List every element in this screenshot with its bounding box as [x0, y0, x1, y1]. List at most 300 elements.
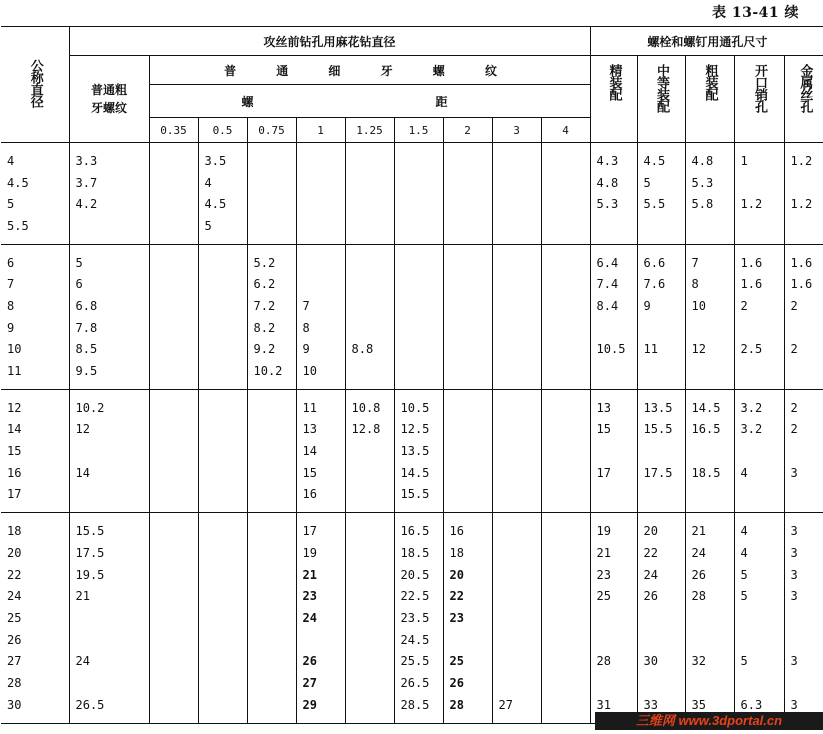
- table-cell: [345, 295, 394, 317]
- table-cell: [541, 339, 590, 361]
- nominal-diameter-cell: 5: [1, 193, 69, 215]
- table-cell: [443, 339, 492, 361]
- table-cell: [685, 360, 734, 389]
- table-cell: [637, 440, 685, 462]
- table-cell: [296, 244, 345, 273]
- table-cell: 16: [443, 513, 492, 542]
- table-cell: [637, 672, 685, 694]
- table-cell: 24: [685, 542, 734, 564]
- table-cell: [149, 440, 198, 462]
- table-cell: 22: [637, 542, 685, 564]
- table-cell: [198, 672, 247, 694]
- pitch-1-25: 1.25: [345, 118, 394, 143]
- table-cell: 3.3: [69, 143, 149, 172]
- table-cell: [590, 607, 637, 629]
- table-cell: [149, 317, 198, 339]
- table-cell: [198, 484, 247, 513]
- nominal-diameter-cell: 5.5: [1, 215, 69, 244]
- table-cell: 15: [590, 419, 637, 441]
- table-cell: [345, 650, 394, 672]
- table-row: [1, 542, 823, 564]
- nominal-diameter-cell: 8: [1, 295, 69, 317]
- table-cell: [443, 419, 492, 441]
- table-cell: [492, 339, 541, 361]
- nominal-diameter-cell: 24: [1, 585, 69, 607]
- table-cell: 11: [296, 389, 345, 418]
- table-cell: 4.2: [69, 193, 149, 215]
- table-cell: [443, 295, 492, 317]
- nominal-diameter-cell: 4: [1, 143, 69, 172]
- table-cell: [541, 440, 590, 462]
- table-row: [1, 143, 823, 172]
- header-bolt-group: 螺栓和螺钉用通孔尺寸: [590, 27, 823, 56]
- table-cell: 8: [296, 317, 345, 339]
- table-cell: [149, 585, 198, 607]
- table-cell: 24: [296, 607, 345, 629]
- table-cell: [637, 629, 685, 651]
- table-cell: 2: [790, 400, 798, 415]
- table-row: [1, 419, 823, 441]
- table-cell: 7.4: [590, 273, 637, 295]
- table-cell: [149, 513, 198, 542]
- table-cell: [734, 172, 784, 194]
- table-row: [1, 244, 823, 273]
- table-cell: [734, 317, 784, 339]
- table-cell: 32: [685, 650, 734, 672]
- table-cell: [149, 244, 198, 273]
- table-cell: 28: [590, 650, 637, 672]
- table-cell: [394, 273, 443, 295]
- table-cell: 1: [734, 143, 784, 172]
- table-cell: [443, 462, 492, 484]
- table-cell: 1.2: [734, 193, 784, 215]
- table-cell: 3: [790, 465, 798, 480]
- table-cell: 7.6: [637, 273, 685, 295]
- table-cell: 25: [590, 585, 637, 607]
- table-cell: [734, 629, 784, 651]
- table-cell: 23.5: [394, 607, 443, 629]
- table-cell: [198, 564, 247, 586]
- nominal-diameter-cell: 11: [1, 360, 69, 389]
- table-cell: 20: [443, 564, 492, 586]
- table-cell: [394, 295, 443, 317]
- table-body: [1, 143, 823, 724]
- table-cell: 3: [790, 524, 798, 539]
- table-cell: [784, 172, 823, 194]
- table-cell: [541, 564, 590, 586]
- table-cell: [247, 172, 296, 194]
- table-cell: [247, 143, 296, 172]
- table-cell: [198, 339, 247, 361]
- table-cell: [345, 629, 394, 651]
- table-cell: 18: [443, 542, 492, 564]
- table-cell: [149, 694, 198, 723]
- table-cell: 5: [734, 585, 784, 607]
- table-cell: [590, 440, 637, 462]
- table-cell: [247, 672, 296, 694]
- table-cell: 1.2: [790, 197, 813, 212]
- table-cell: 12.8: [345, 419, 394, 441]
- table-cell: [247, 694, 296, 723]
- table-cell: 15.5: [394, 484, 443, 513]
- table-cell: 8.8: [345, 339, 394, 361]
- table-cell: 23: [296, 585, 345, 607]
- table-cell: 28: [443, 694, 492, 723]
- table-cell: [345, 244, 394, 273]
- table-cell: 11: [637, 339, 685, 361]
- table-cell: 4: [734, 462, 784, 484]
- table-cell: [443, 629, 492, 651]
- table-cell: [198, 542, 247, 564]
- table-cell: [784, 629, 823, 651]
- table-cell: [149, 607, 198, 629]
- table-cell: 6.3: [734, 694, 784, 723]
- table-cell: 2: [790, 342, 798, 357]
- pitch-0-5: 0.5: [198, 118, 247, 143]
- table-cell: 33: [637, 694, 685, 723]
- table-cell: [345, 542, 394, 564]
- table-cell: [443, 244, 492, 273]
- table-cell: [541, 215, 590, 244]
- table-cell: [394, 215, 443, 244]
- table-cell: [149, 650, 198, 672]
- table-cell: [637, 360, 685, 389]
- table-cell: [784, 672, 823, 694]
- table-cell: [492, 585, 541, 607]
- table-cell: [637, 215, 685, 244]
- table-cell: 15.5: [637, 419, 685, 441]
- table-cell: 19: [296, 542, 345, 564]
- pitch-1: 1: [296, 118, 345, 143]
- table-cell: [345, 484, 394, 513]
- pitch-0-75: 0.75: [247, 118, 296, 143]
- table-cell: [637, 484, 685, 513]
- table-cell: 7: [296, 295, 345, 317]
- pitch-1-5: 1.5: [394, 118, 443, 143]
- nominal-diameter-cell: 4.5: [1, 172, 69, 194]
- table-cell: 7.2: [247, 295, 296, 317]
- table-cell: [443, 172, 492, 194]
- table-cell: [198, 585, 247, 607]
- table-cell: [443, 317, 492, 339]
- table-cell: 14: [69, 462, 149, 484]
- table-cell: 10: [296, 360, 345, 389]
- header-drill-group: 攻丝前钻孔用麻花钻直径: [69, 27, 590, 56]
- table-cell: 2: [790, 298, 798, 313]
- table-cell: [541, 273, 590, 295]
- table-cell: [345, 462, 394, 484]
- table-cell: [590, 215, 637, 244]
- table-cell: [149, 172, 198, 194]
- table-cell: 4: [734, 542, 784, 564]
- table-cell: 1.6: [734, 244, 784, 273]
- nominal-diameter-cell: 18: [1, 513, 69, 542]
- table-cell: [69, 672, 149, 694]
- table-cell: 3: [790, 589, 798, 604]
- table-cell: [492, 244, 541, 273]
- header-fine-thread: 普 通 细 牙 螺 纹: [149, 56, 590, 85]
- table-cell: 4.3: [590, 143, 637, 172]
- table-cell: [149, 360, 198, 389]
- table-cell: 3.7: [69, 172, 149, 194]
- table-cell: [198, 419, 247, 441]
- table-cell: [247, 585, 296, 607]
- table-cell: [685, 440, 734, 462]
- table-cell: 3: [784, 694, 823, 723]
- table-cell: 6.2: [247, 273, 296, 295]
- watermark-logo: 三维网 www.3dportal.cn: [595, 712, 823, 730]
- table-cell: [345, 513, 394, 542]
- table-cell: [492, 193, 541, 215]
- table-cell: [345, 317, 394, 339]
- table-cell: [443, 193, 492, 215]
- table-cell: [541, 513, 590, 542]
- table-cell: [541, 295, 590, 317]
- table-cell: [784, 215, 823, 244]
- table-cell: [492, 513, 541, 542]
- nominal-diameter-cell: 22: [1, 564, 69, 586]
- table-cell: [734, 607, 784, 629]
- nominal-diameter-cell: 26: [1, 629, 69, 651]
- nominal-diameter-cell: 10: [1, 339, 69, 361]
- table-cell: 4: [734, 513, 784, 542]
- table-cell: [198, 694, 247, 723]
- table-cell: [394, 172, 443, 194]
- table-cell: [394, 339, 443, 361]
- table-cell: [296, 273, 345, 295]
- table-cell: [443, 273, 492, 295]
- table-cell: [198, 629, 247, 651]
- table-cell: [345, 143, 394, 172]
- nominal-diameter-cell: 15: [1, 440, 69, 462]
- table-cell: [198, 513, 247, 542]
- table-cell: [149, 273, 198, 295]
- table-cell: [247, 215, 296, 244]
- table-cell: [492, 143, 541, 172]
- table-cell: 9: [637, 295, 685, 317]
- nominal-diameter-cell: 12: [1, 389, 69, 418]
- table-cell: 19: [590, 513, 637, 542]
- table-row: [1, 484, 823, 513]
- table-cell: 7: [685, 244, 734, 273]
- table-row: [1, 215, 823, 244]
- table-cell: 26: [685, 564, 734, 586]
- table-cell: [149, 339, 198, 361]
- table-cell: 21: [69, 585, 149, 607]
- header-free-fit: 粗装配: [685, 56, 734, 143]
- table-cell: 8.5: [69, 339, 149, 361]
- table-cell: [69, 484, 149, 513]
- table-cell: 16.5: [394, 513, 443, 542]
- table-cell: [296, 215, 345, 244]
- table-cell: 35: [685, 694, 734, 723]
- table-cell: [345, 172, 394, 194]
- table-cell: 12.5: [394, 419, 443, 441]
- nominal-diameter-cell: 9: [1, 317, 69, 339]
- table-cell: [247, 513, 296, 542]
- table-cell: 4.5: [637, 143, 685, 172]
- table-cell: 14: [296, 440, 345, 462]
- table-cell: [149, 389, 198, 418]
- table-cell: [784, 317, 823, 339]
- table-cell: [198, 462, 247, 484]
- table-cell: [198, 607, 247, 629]
- table-cell: [492, 564, 541, 586]
- table-row: [1, 172, 823, 194]
- table-cell: 22: [443, 585, 492, 607]
- table-cell: [492, 650, 541, 672]
- table-cell: [394, 143, 443, 172]
- table-cell: [345, 440, 394, 462]
- table-cell: 2: [734, 295, 784, 317]
- table-cell: 4: [198, 172, 247, 194]
- table-cell: 4.8: [685, 143, 734, 172]
- table-cell: 21: [590, 542, 637, 564]
- table-cell: [394, 193, 443, 215]
- table-cell: [492, 295, 541, 317]
- table-cell: 10.2: [247, 360, 296, 389]
- table-cell: [198, 389, 247, 418]
- table-cell: 26.5: [394, 672, 443, 694]
- table-cell: 27: [492, 694, 541, 723]
- table-cell: [541, 360, 590, 389]
- table-cell: 6.8: [69, 295, 149, 317]
- table-cell: [590, 672, 637, 694]
- table-cell: [149, 462, 198, 484]
- table-cell: [345, 585, 394, 607]
- table-cell: 5: [198, 215, 247, 244]
- nominal-diameter-cell: 30: [1, 694, 69, 723]
- table-cell: [149, 542, 198, 564]
- table-cell: 10: [685, 295, 734, 317]
- table-cell: [492, 484, 541, 513]
- table-cell: 24: [637, 564, 685, 586]
- table-cell: 3.2: [734, 419, 784, 441]
- table-cell: 14.5: [685, 389, 734, 418]
- table-cell: 13.5: [394, 440, 443, 462]
- table-cell: 4.8: [590, 172, 637, 194]
- table-cell: [685, 629, 734, 651]
- table-cell: [590, 317, 637, 339]
- table-cell: [443, 215, 492, 244]
- table-cell: [492, 440, 541, 462]
- table-cell: [541, 542, 590, 564]
- table-cell: [69, 607, 149, 629]
- header-wire-hole: 金属丝孔: [784, 56, 823, 143]
- table-cell: 1.6: [734, 273, 784, 295]
- table-cell: [492, 629, 541, 651]
- table-row: [1, 672, 823, 694]
- table-cell: 13: [590, 389, 637, 418]
- table-cell: [69, 629, 149, 651]
- table-cell: 10.8: [345, 389, 394, 418]
- nominal-diameter-cell: 20: [1, 542, 69, 564]
- table-cell: [590, 484, 637, 513]
- table-cell: [492, 317, 541, 339]
- table-cell: [198, 317, 247, 339]
- table-row: [1, 295, 823, 317]
- table-cell: [784, 607, 823, 629]
- drill-diameter-table: [1, 26, 823, 724]
- nominal-diameter-cell: 25: [1, 607, 69, 629]
- nominal-diameter-cell: 27: [1, 650, 69, 672]
- table-cell: [443, 440, 492, 462]
- table-cell: [734, 215, 784, 244]
- table-cell: 9.2: [247, 339, 296, 361]
- table-cell: 28: [685, 585, 734, 607]
- table-cell: [541, 585, 590, 607]
- table-cell: [69, 215, 149, 244]
- table-cell: [149, 564, 198, 586]
- table-cell: [198, 360, 247, 389]
- table-cell: [685, 215, 734, 244]
- table-cell: [345, 607, 394, 629]
- table-cell: 12: [69, 419, 149, 441]
- table-cell: [247, 193, 296, 215]
- table-cell: 15.5: [69, 513, 149, 542]
- table-cell: 9: [296, 339, 345, 361]
- table-cell: [443, 360, 492, 389]
- table-cell: [296, 193, 345, 215]
- table-cell: 8.2: [247, 317, 296, 339]
- pitch-2: 2: [443, 118, 492, 143]
- table-cell: [247, 607, 296, 629]
- table-row: [1, 273, 823, 295]
- header-coarse-thread: 普通粗牙螺纹: [69, 56, 149, 143]
- table-cell: [492, 389, 541, 418]
- table-cell: 8.4: [590, 295, 637, 317]
- table-cell: 7.8: [69, 317, 149, 339]
- table-cell: [247, 564, 296, 586]
- table-cell: 18.5: [685, 462, 734, 484]
- table-cell: [345, 694, 394, 723]
- table-cell: 14.5: [394, 462, 443, 484]
- table-cell: 1.2: [790, 153, 813, 168]
- pitch-3: 3: [492, 118, 541, 143]
- table-cell: 25: [443, 650, 492, 672]
- table-cell: 16.5: [685, 419, 734, 441]
- table-cell: [541, 244, 590, 273]
- table-cell: [198, 273, 247, 295]
- table-cell: 13.5: [637, 389, 685, 418]
- table-cell: [541, 419, 590, 441]
- table-cell: 12: [685, 339, 734, 361]
- header-cotter-pin-hole: 开口销孔: [734, 56, 784, 143]
- table-cell: [149, 143, 198, 172]
- table-row: [1, 440, 823, 462]
- table-cell: 26: [443, 672, 492, 694]
- table-cell: 22.5: [394, 585, 443, 607]
- table-cell: 3: [790, 567, 798, 582]
- nominal-diameter-cell: 14: [1, 419, 69, 441]
- table-cell: 16: [296, 484, 345, 513]
- nominal-diameter-cell: 7: [1, 273, 69, 295]
- table-cell: [198, 650, 247, 672]
- table-row: [1, 360, 823, 389]
- table-cell: [149, 484, 198, 513]
- table-cell: 27: [296, 672, 345, 694]
- table-cell: 6: [69, 273, 149, 295]
- table-cell: [198, 295, 247, 317]
- table-cell: 28.5: [394, 694, 443, 723]
- table-cell: [784, 484, 823, 513]
- table-cell: [296, 629, 345, 651]
- table-cell: [345, 672, 394, 694]
- table-cell: [345, 564, 394, 586]
- table-cell: 23: [443, 607, 492, 629]
- nominal-diameter-cell: 16: [1, 462, 69, 484]
- table-cell: [541, 607, 590, 629]
